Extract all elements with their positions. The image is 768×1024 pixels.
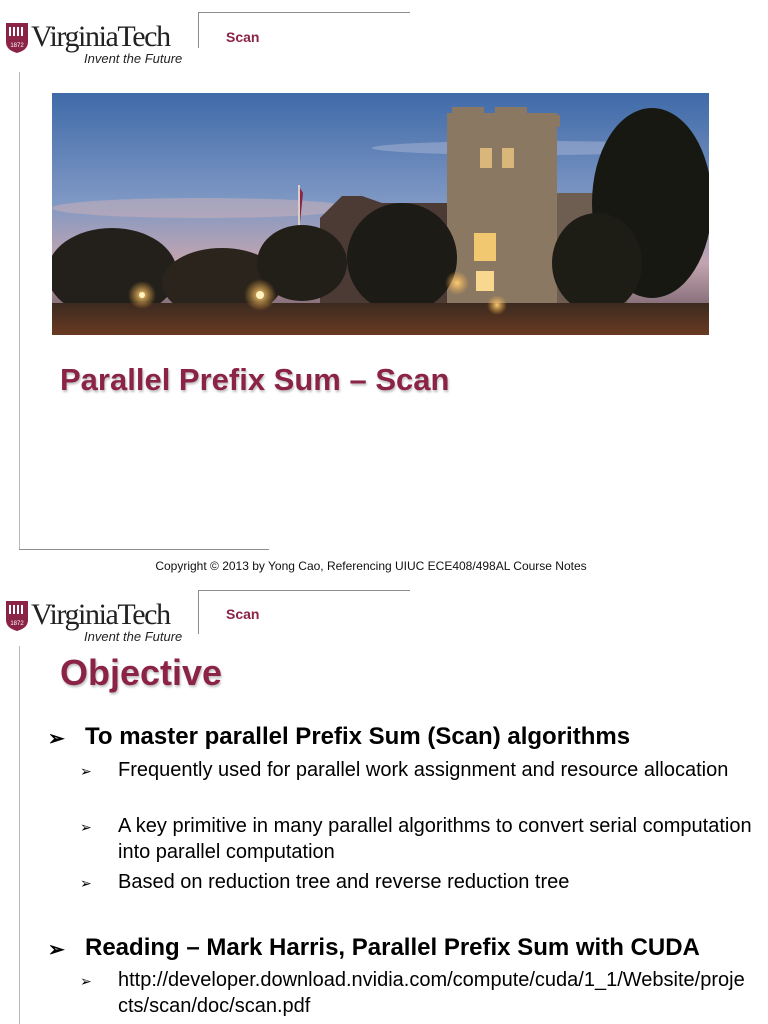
arrowhead-icon: ➢ <box>80 973 92 989</box>
side-rule <box>19 72 20 550</box>
header-rule <box>198 590 410 591</box>
bullet-text: Reading – Mark Harris, Parallel Prefix Sum with CUDA <box>85 934 700 961</box>
logo-tagline: Invent the Future <box>84 51 183 66</box>
sub-bullet-text: Frequently used for parallel work assignment and resource allocation <box>118 759 729 781</box>
logo-tagline: Invent the Future <box>84 629 183 644</box>
arrowhead-icon: ➢ <box>80 763 92 779</box>
sub-bullet-text: A key primitive in many parallel algorithms to convert serial computation into parallel computation <box>118 815 752 863</box>
header-divider <box>198 12 199 48</box>
header-section-label: Scan <box>226 606 260 622</box>
svg-text:1872: 1872 <box>10 43 24 49</box>
logo-wordmark: VirginiaTech <box>31 598 170 631</box>
header-divider <box>198 590 199 634</box>
arrowhead-icon: ➢ <box>80 875 92 891</box>
footer-rule <box>19 549 269 550</box>
header-section-label: Scan <box>226 29 260 45</box>
side-rule <box>19 646 20 1024</box>
campus-banner-image <box>52 93 709 335</box>
svg-text:1872: 1872 <box>10 621 24 627</box>
slide-title: Parallel Prefix Sum – Scan <box>60 362 450 397</box>
virginia-tech-logo <box>5 18 195 68</box>
arrowhead-icon: ➢ <box>48 939 65 961</box>
objective-slide <box>0 590 768 1024</box>
arrowhead-icon: ➢ <box>48 728 65 750</box>
reading-link[interactable]: http://developer.download.nvidia.com/compute/cuda/1_1/Website/projects/scan/doc/scan.pdf <box>118 969 745 1017</box>
copyright-notice: Copyright © 2013 by Yong Cao, Referencing UIUC ECE408/498AL Course Notes <box>155 559 587 573</box>
university-shield-icon <box>5 600 29 632</box>
university-shield-icon <box>5 22 29 54</box>
bullet-text: To master parallel Prefix Sum (Scan) algorithms <box>85 723 631 750</box>
arrowhead-icon: ➢ <box>80 819 92 835</box>
logo-wordmark: VirginiaTech <box>31 20 170 53</box>
header-rule <box>198 12 410 13</box>
sub-bullet-text: Based on reduction tree and reverse reduction tree <box>118 871 570 893</box>
slide-title: Objective <box>60 652 223 693</box>
virginia-tech-logo <box>5 596 195 646</box>
